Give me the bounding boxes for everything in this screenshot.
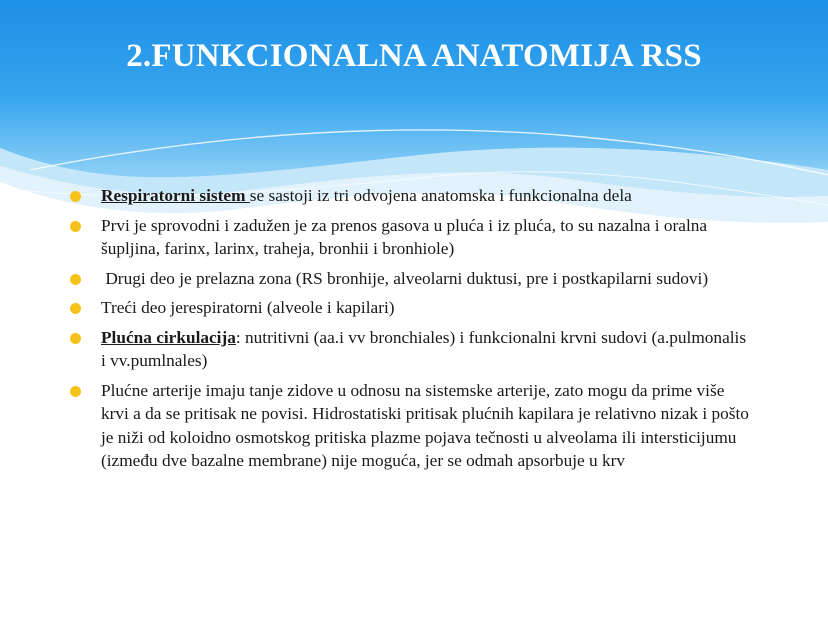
bullet-item <box>70 214 750 261</box>
slide-title: 2.FUNKCIONALNA ANATOMIJA RSS <box>126 38 702 74</box>
bullet-item <box>70 379 750 473</box>
bullet-text: Drugi deo je prelazna zona (RS bronhije, alveolarni duktusi, pre i postkapilarni sudovi) <box>101 268 709 288</box>
bullet-dot-icon <box>70 386 81 397</box>
bullet-dot-icon <box>70 303 81 314</box>
bullet-term: Plućna cirkulacija <box>101 327 236 347</box>
bullet-text: Prvi je sprovodni i zadužen je za prenos gasova u pluća i iz pluća, to su nazalna i oralna šupljina, farinx, larinx, traheja, bronhii i bronhiole) <box>101 215 708 258</box>
bullet-item <box>70 296 750 320</box>
bullet-term: Respiratorni sistem <box>101 186 250 205</box>
bullet-text: se sastoji iz tri odvojena anatomska i funkcionalna dela <box>249 186 632 205</box>
bullet-dot-icon <box>70 221 81 232</box>
bullet-list <box>70 184 750 479</box>
bullet-dot-icon <box>70 333 81 344</box>
bullet-text: : nutritivni (aa.i vv bronchiales) i funkcionalni krvni sudovi (a.pulmonalis i vv.pumlnales) <box>101 327 747 370</box>
bullet-item <box>70 267 750 291</box>
bullet-text: Treći deo jerespiratorni (alveole i kapilari) <box>101 298 395 317</box>
bullet-text: Plućne arterije imaju tanje zidove u odnosu na sistemske arterije, zato mogu da prime više krvi a da se pritisak ne povisi. Hidrostatiski pritisak plućnih kapilara je relativno nizak i pošto je niži od koloidno osmotskog pritiska plazme pojava tečnosti u alveolama ili intersticijumu (između dve bazalne membrane) nije moguća, jer se odmah apsorbuje u krv <box>101 380 749 470</box>
bullet-item <box>70 326 750 373</box>
bullet-dot-icon <box>70 274 81 285</box>
bullet-item <box>70 184 750 208</box>
bullet-dot-icon <box>70 191 81 202</box>
